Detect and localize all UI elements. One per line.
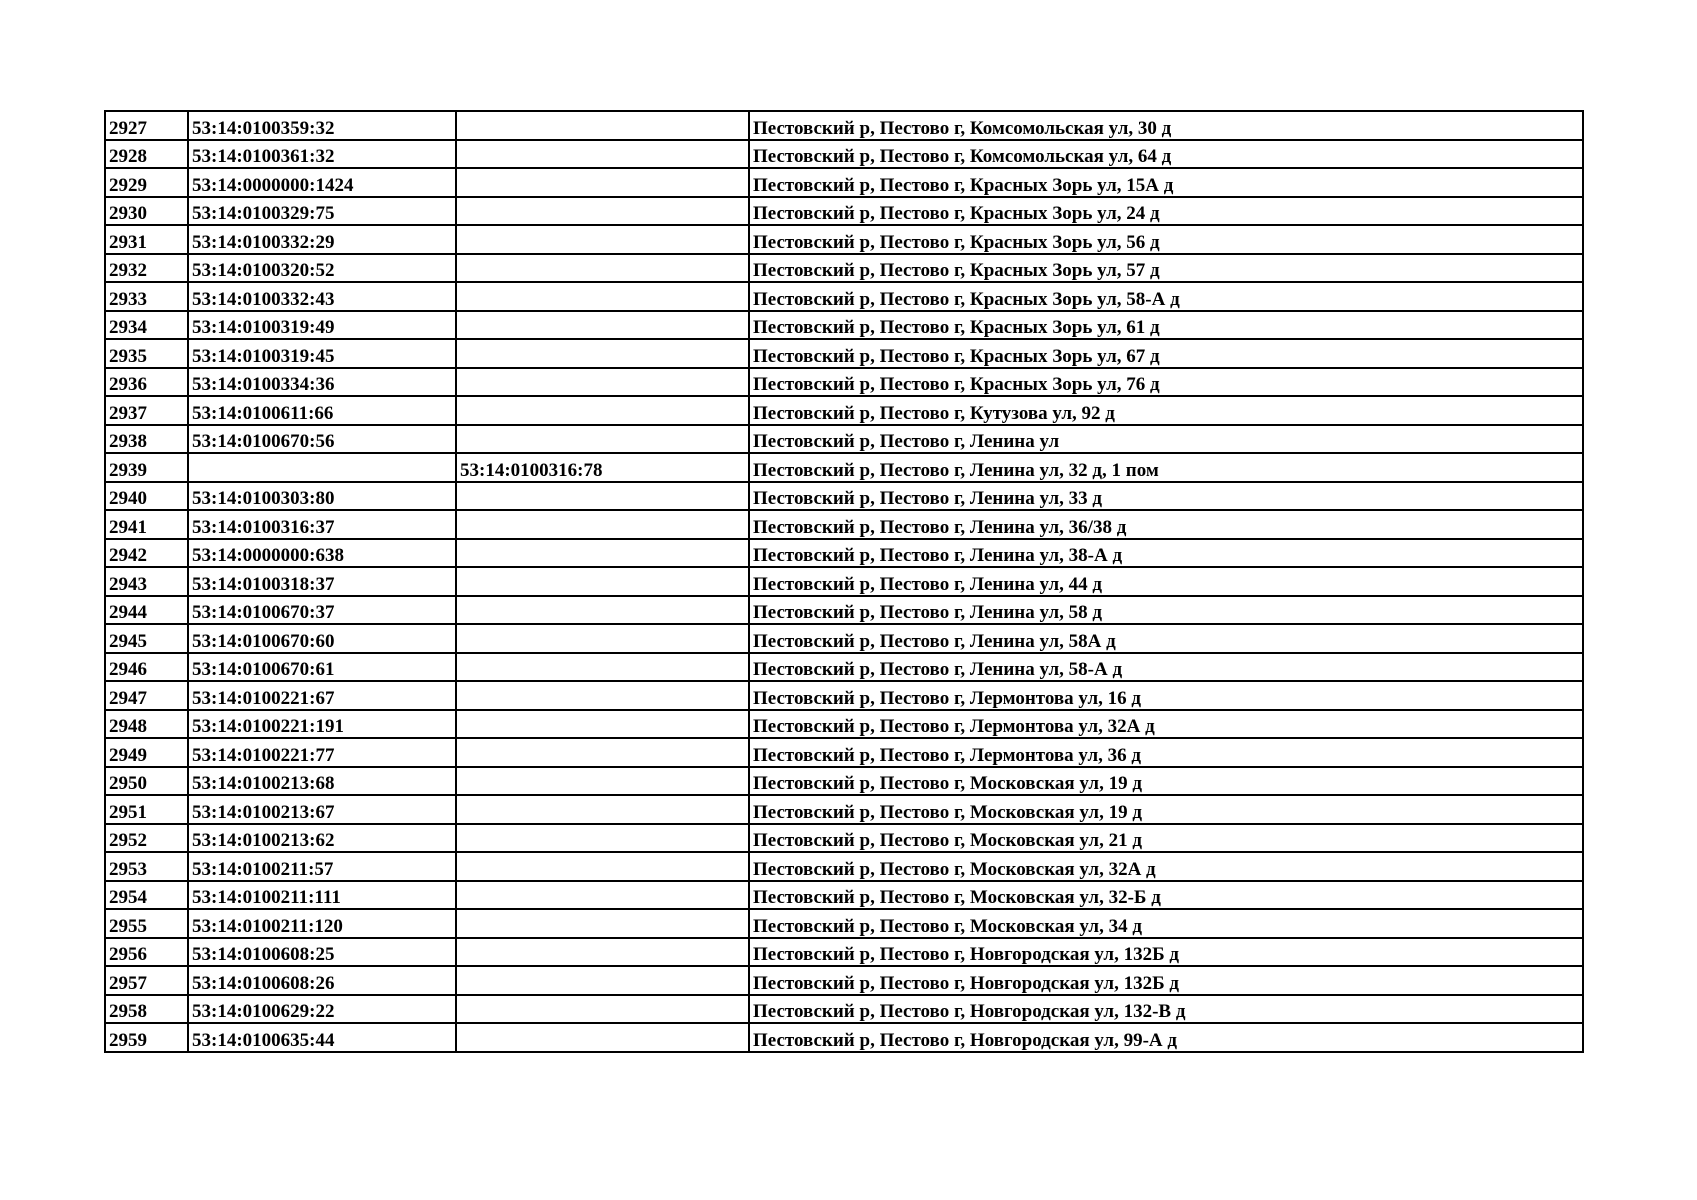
room-cadastral-number-cell: [456, 710, 749, 739]
room-cadastral-number-cell: [456, 966, 749, 995]
table-row: [105, 539, 1583, 568]
cadastral-number-cell: 53:14:0100213:68: [188, 767, 456, 796]
address-cell: Пестовский р, Пестово г, Красных Зорь ул, 24 д: [749, 197, 1583, 226]
cadastral-number-cell: 53:14:0100670:60: [188, 624, 456, 653]
cadastral-number-cell: 53:14:0100221:77: [188, 738, 456, 767]
room-cadastral-number-cell: [456, 653, 749, 682]
row-number-cell: 2937: [105, 396, 188, 425]
row-number-cell: 2951: [105, 795, 188, 824]
room-cadastral-number-cell: [456, 539, 749, 568]
cadastral-number-cell: 53:14:0100221:191: [188, 710, 456, 739]
cadastral-number-cell: 53:14:0100213:62: [188, 824, 456, 853]
address-cell: Пестовский р, Пестово г, Ленина ул, 44 д: [749, 567, 1583, 596]
address-cell: Пестовский р, Пестово г, Лермонтова ул, 32А д: [749, 710, 1583, 739]
room-cadastral-number-cell: [456, 738, 749, 767]
row-number-cell: 2936: [105, 368, 188, 397]
room-cadastral-number-cell: 53:14:0100316:78: [456, 453, 749, 482]
room-cadastral-number-cell: [456, 111, 749, 140]
address-cell: Пестовский р, Пестово г, Ленина ул, 38-А д: [749, 539, 1583, 568]
table-row: [105, 510, 1583, 539]
cadastral-number-cell: 53:14:0100361:32: [188, 140, 456, 169]
table-row: [105, 311, 1583, 340]
cadastral-number-cell: 53:14:0100213:67: [188, 795, 456, 824]
address-cell: Пестовский р, Пестово г, Лермонтова ул, 36 д: [749, 738, 1583, 767]
row-number-cell: 2939: [105, 453, 188, 482]
row-number-cell: 2934: [105, 311, 188, 340]
room-cadastral-number-cell: [456, 282, 749, 311]
row-number-cell: 2952: [105, 824, 188, 853]
row-number-cell: 2953: [105, 852, 188, 881]
table-row: [105, 653, 1583, 682]
room-cadastral-number-cell: [456, 852, 749, 881]
table-row: [105, 909, 1583, 938]
cadastral-number-cell: 53:14:0100334:36: [188, 368, 456, 397]
row-number-cell: 2932: [105, 254, 188, 283]
cadastral-number-cell: 53:14:0100635:44: [188, 1023, 456, 1052]
cadastral-number-cell: 53:14:0100318:37: [188, 567, 456, 596]
room-cadastral-number-cell: [456, 1023, 749, 1052]
address-cell: Пестовский р, Пестово г, Красных Зорь ул, 58-А д: [749, 282, 1583, 311]
row-number-cell: 2931: [105, 225, 188, 254]
row-number-cell: 2930: [105, 197, 188, 226]
row-number-cell: 2935: [105, 339, 188, 368]
room-cadastral-number-cell: [456, 339, 749, 368]
row-number-cell: 2956: [105, 938, 188, 967]
address-cell: Пестовский р, Пестово г, Ленина ул, 33 д: [749, 482, 1583, 511]
table-row: [105, 738, 1583, 767]
table-row: [105, 225, 1583, 254]
table-row: [105, 938, 1583, 967]
address-cell: Пестовский р, Пестово г, Московская ул, 32А д: [749, 852, 1583, 881]
cadastral-number-cell: 53:14:0000000:638: [188, 539, 456, 568]
room-cadastral-number-cell: [456, 197, 749, 226]
cadastral-number-cell: 53:14:0100611:66: [188, 396, 456, 425]
room-cadastral-number-cell: [456, 596, 749, 625]
room-cadastral-number-cell: [456, 482, 749, 511]
address-cell: Пестовский р, Пестово г, Красных Зорь ул, 76 д: [749, 368, 1583, 397]
address-cell: Пестовский р, Пестово г, Ленина ул, 36/38 д: [749, 510, 1583, 539]
row-number-cell: 2954: [105, 881, 188, 910]
cadastral-number-cell: 53:14:0100319:49: [188, 311, 456, 340]
row-number-cell: 2959: [105, 1023, 188, 1052]
row-number-cell: 2938: [105, 425, 188, 454]
table-row: [105, 339, 1583, 368]
room-cadastral-number-cell: [456, 396, 749, 425]
table-row: [105, 767, 1583, 796]
address-cell: Пестовский р, Пестово г, Лермонтова ул, 16 д: [749, 681, 1583, 710]
address-cell: Пестовский р, Пестово г, Новгородская ул, 132Б д: [749, 938, 1583, 967]
table-row: [105, 795, 1583, 824]
row-number-cell: 2942: [105, 539, 188, 568]
address-cell: Пестовский р, Пестово г, Московская ул, 19 д: [749, 795, 1583, 824]
room-cadastral-number-cell: [456, 909, 749, 938]
table-row: [105, 482, 1583, 511]
cadastral-number-cell: 53:14:0100670:61: [188, 653, 456, 682]
room-cadastral-number-cell: [456, 168, 749, 197]
cadastral-number-cell: 53:14:0100629:22: [188, 995, 456, 1024]
room-cadastral-number-cell: [456, 767, 749, 796]
room-cadastral-number-cell: [456, 510, 749, 539]
cadastral-number-cell: 53:14:0100211:57: [188, 852, 456, 881]
table-row: [105, 197, 1583, 226]
address-cell: Пестовский р, Пестово г, Московская ул, 21 д: [749, 824, 1583, 853]
table-row: [105, 111, 1583, 140]
registry-table: [104, 110, 1584, 1053]
room-cadastral-number-cell: [456, 995, 749, 1024]
row-number-cell: 2947: [105, 681, 188, 710]
room-cadastral-number-cell: [456, 254, 749, 283]
address-cell: Пестовский р, Пестово г, Московская ул, 32-Б д: [749, 881, 1583, 910]
address-cell: Пестовский р, Пестово г, Ленина ул, 58А д: [749, 624, 1583, 653]
address-cell: Пестовский р, Пестово г, Красных Зорь ул, 57 д: [749, 254, 1583, 283]
table-row: [105, 852, 1583, 881]
address-cell: Пестовский р, Пестово г, Московская ул, 34 д: [749, 909, 1583, 938]
address-cell: Пестовский р, Пестово г, Ленина ул: [749, 425, 1583, 454]
row-number-cell: 2929: [105, 168, 188, 197]
address-cell: Пестовский р, Пестово г, Красных Зорь ул, 61 д: [749, 311, 1583, 340]
room-cadastral-number-cell: [456, 425, 749, 454]
cadastral-number-cell: 53:14:0100316:37: [188, 510, 456, 539]
address-cell: Пестовский р, Пестово г, Московская ул, 19 д: [749, 767, 1583, 796]
address-cell: Пестовский р, Пестово г, Красных Зорь ул, 56 д: [749, 225, 1583, 254]
table-row: [105, 396, 1583, 425]
table-row: [105, 681, 1583, 710]
room-cadastral-number-cell: [456, 311, 749, 340]
address-cell: Пестовский р, Пестово г, Новгородская ул, 132Б д: [749, 966, 1583, 995]
address-cell: Пестовский р, Пестово г, Ленина ул, 58-А д: [749, 653, 1583, 682]
table-row: [105, 966, 1583, 995]
cadastral-number-cell: 53:14:0100221:67: [188, 681, 456, 710]
room-cadastral-number-cell: [456, 368, 749, 397]
address-cell: Пестовский р, Пестово г, Комсомольская ул, 64 д: [749, 140, 1583, 169]
table-row: [105, 168, 1583, 197]
cadastral-number-cell: 53:14:0100332:43: [188, 282, 456, 311]
table-row: [105, 282, 1583, 311]
room-cadastral-number-cell: [456, 881, 749, 910]
row-number-cell: 2944: [105, 596, 188, 625]
table-row: [105, 453, 1583, 482]
address-cell: Пестовский р, Пестово г, Красных Зорь ул, 15А д: [749, 168, 1583, 197]
table-row: [105, 368, 1583, 397]
row-number-cell: 2946: [105, 653, 188, 682]
table-row: [105, 596, 1583, 625]
row-number-cell: 2958: [105, 995, 188, 1024]
table-row: [105, 624, 1583, 653]
row-number-cell: 2945: [105, 624, 188, 653]
cadastral-number-cell: 53:14:0100608:25: [188, 938, 456, 967]
cadastral-number-cell: 53:14:0100359:32: [188, 111, 456, 140]
table-row: [105, 425, 1583, 454]
address-cell: Пестовский р, Пестово г, Комсомольская ул, 30 д: [749, 111, 1583, 140]
table-row: [105, 1023, 1583, 1052]
row-number-cell: 2940: [105, 482, 188, 511]
cadastral-number-cell: 53:14:0100332:29: [188, 225, 456, 254]
table-row: [105, 254, 1583, 283]
address-cell: Пестовский р, Пестово г, Новгородская ул, 132-В д: [749, 995, 1583, 1024]
address-cell: Пестовский р, Пестово г, Кутузова ул, 92 д: [749, 396, 1583, 425]
table-row: [105, 710, 1583, 739]
table-row: [105, 824, 1583, 853]
room-cadastral-number-cell: [456, 140, 749, 169]
room-cadastral-number-cell: [456, 681, 749, 710]
table-row: [105, 567, 1583, 596]
cadastral-number-cell: 53:14:0100608:26: [188, 966, 456, 995]
cadastral-number-cell: 53:14:0100211:120: [188, 909, 456, 938]
address-cell: Пестовский р, Пестово г, Ленина ул, 58 д: [749, 596, 1583, 625]
row-number-cell: 2927: [105, 111, 188, 140]
row-number-cell: 2950: [105, 767, 188, 796]
row-number-cell: 2941: [105, 510, 188, 539]
cadastral-number-cell: [188, 453, 456, 482]
room-cadastral-number-cell: [456, 225, 749, 254]
address-cell: Пестовский р, Пестово г, Красных Зорь ул, 67 д: [749, 339, 1583, 368]
cadastral-number-cell: 53:14:0100329:75: [188, 197, 456, 226]
row-number-cell: 2933: [105, 282, 188, 311]
row-number-cell: 2949: [105, 738, 188, 767]
room-cadastral-number-cell: [456, 624, 749, 653]
room-cadastral-number-cell: [456, 938, 749, 967]
cadastral-number-cell: 53:14:0100303:80: [188, 482, 456, 511]
row-number-cell: 2955: [105, 909, 188, 938]
cadastral-number-cell: 53:14:0100211:111: [188, 881, 456, 910]
registry-table-body: [105, 111, 1583, 1052]
row-number-cell: 2957: [105, 966, 188, 995]
cadastral-number-cell: 53:14:0100319:45: [188, 339, 456, 368]
cadastral-number-cell: 53:14:0100320:52: [188, 254, 456, 283]
table-row: [105, 140, 1583, 169]
row-number-cell: 2948: [105, 710, 188, 739]
address-cell: Пестовский р, Пестово г, Новгородская ул, 99-А д: [749, 1023, 1583, 1052]
cadastral-number-cell: 53:14:0100670:56: [188, 425, 456, 454]
cadastral-number-cell: 53:14:0100670:37: [188, 596, 456, 625]
table-row: [105, 995, 1583, 1024]
table-row: [105, 881, 1583, 910]
room-cadastral-number-cell: [456, 567, 749, 596]
row-number-cell: 2928: [105, 140, 188, 169]
cadastral-number-cell: 53:14:0000000:1424: [188, 168, 456, 197]
room-cadastral-number-cell: [456, 795, 749, 824]
room-cadastral-number-cell: [456, 824, 749, 853]
row-number-cell: 2943: [105, 567, 188, 596]
address-cell: Пестовский р, Пестово г, Ленина ул, 32 д, 1 пом: [749, 453, 1583, 482]
